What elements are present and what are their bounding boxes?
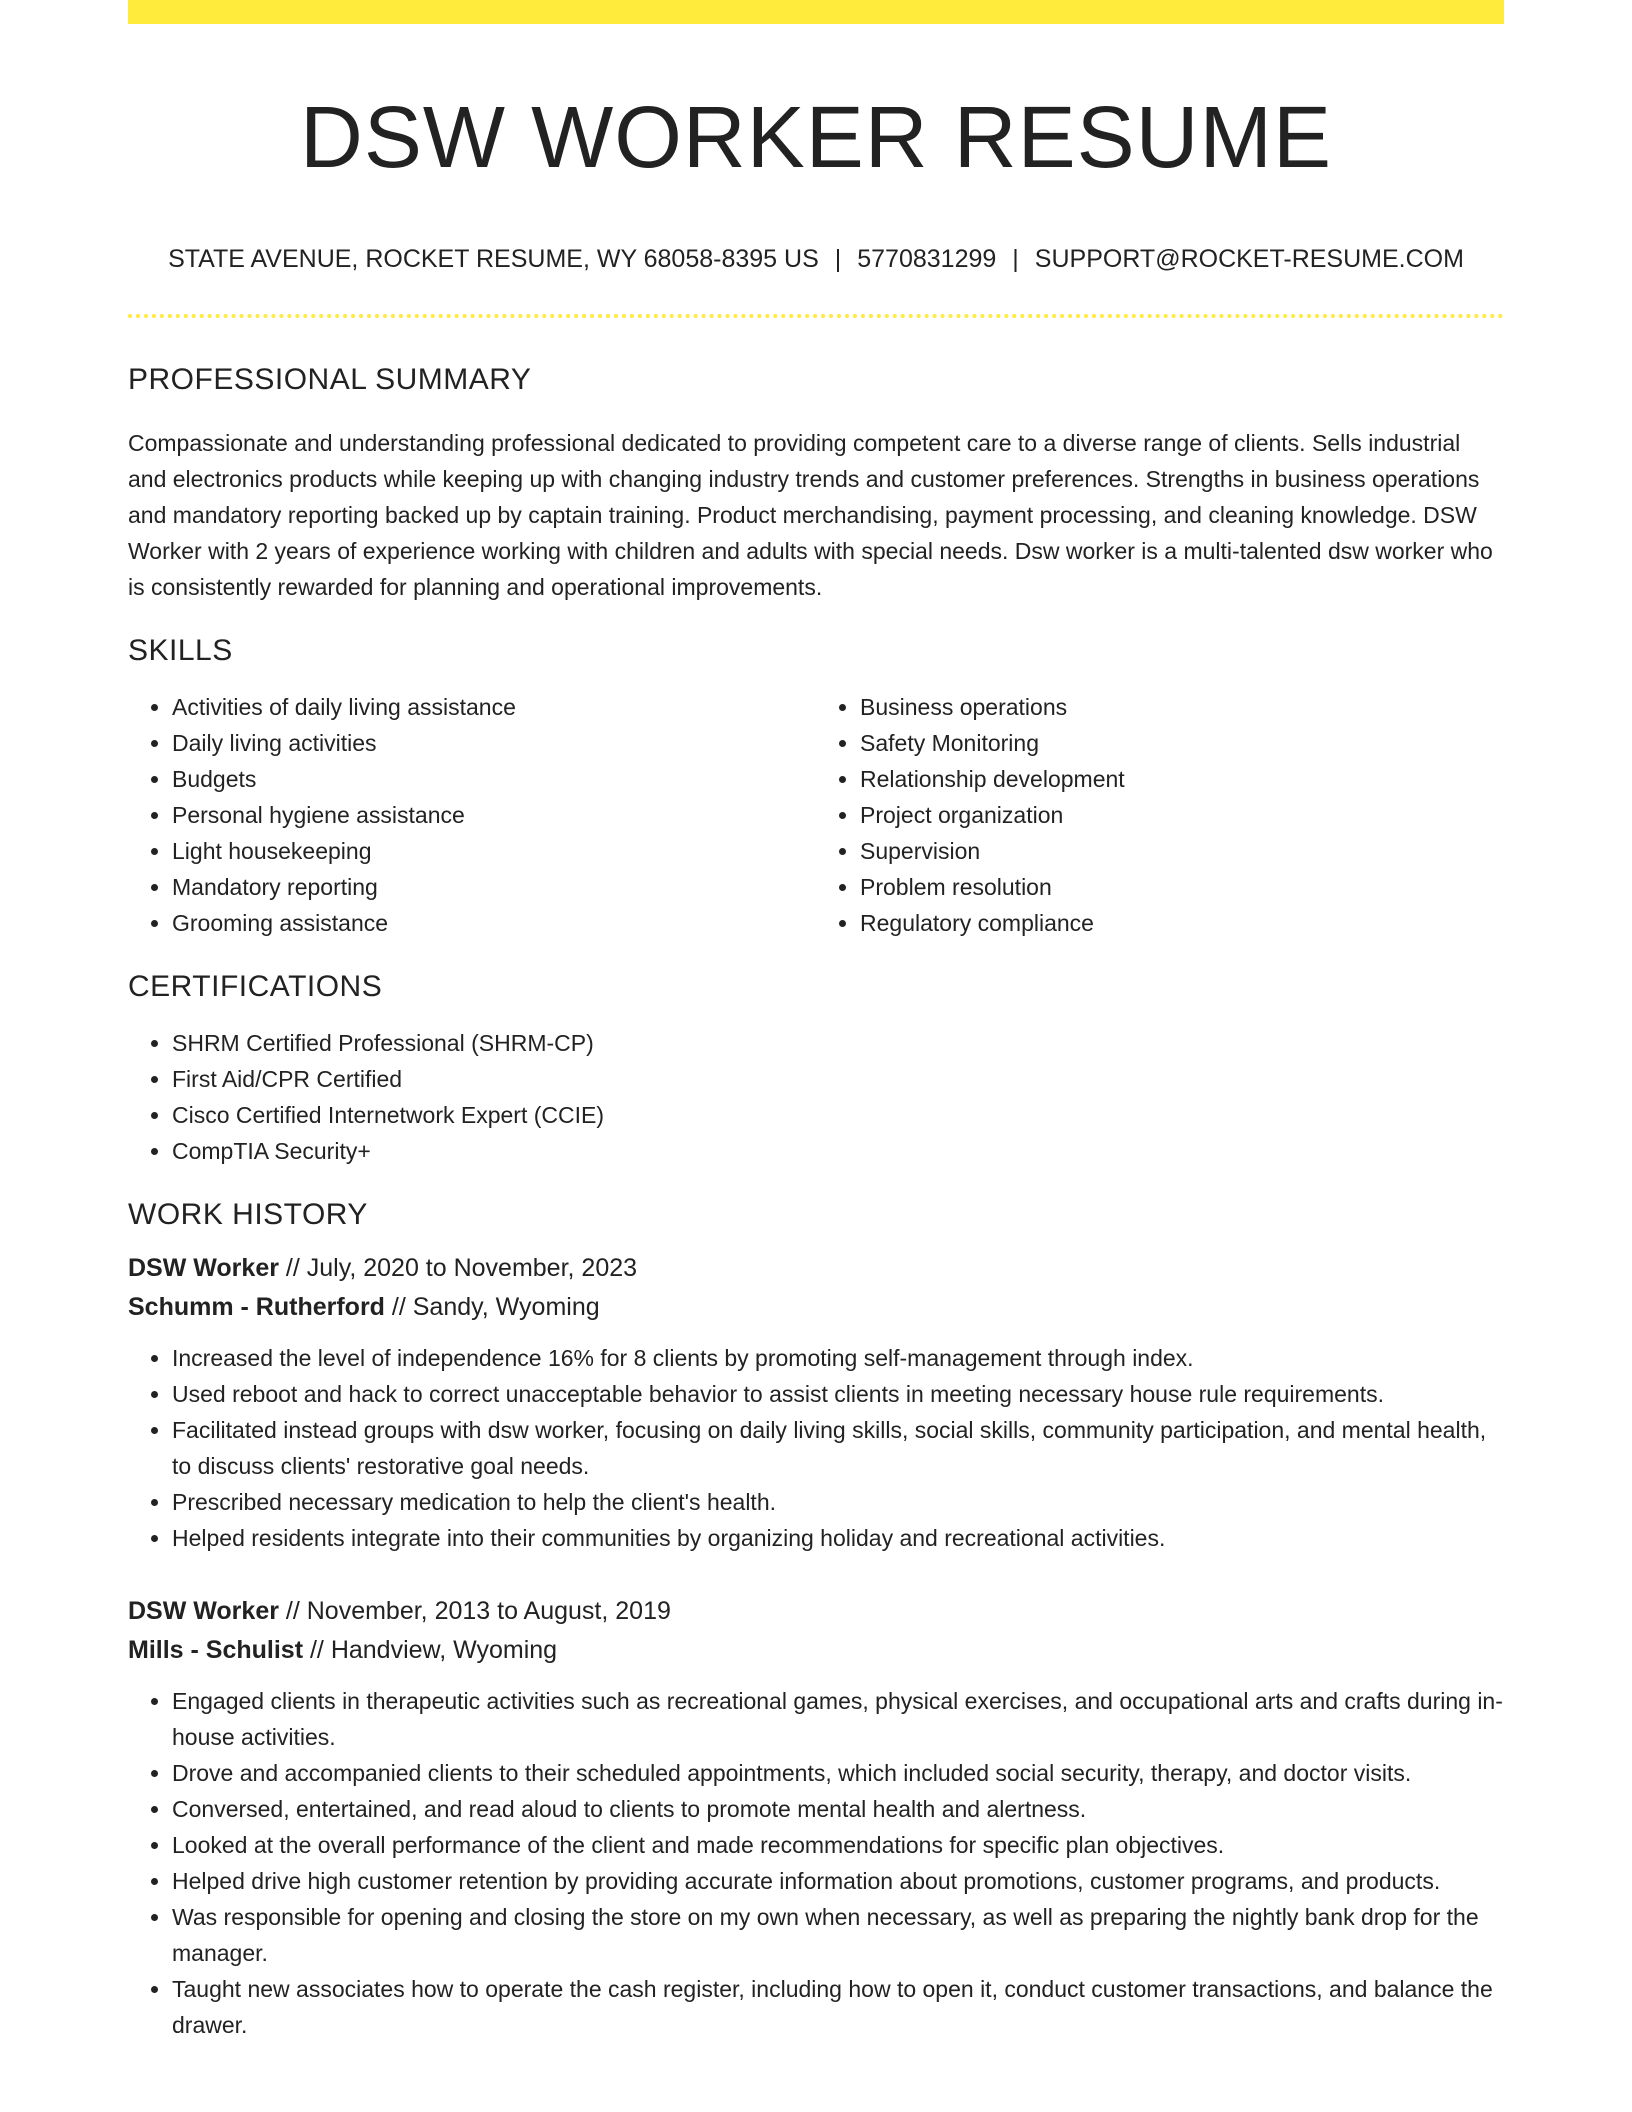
skill-item: • Light housekeeping [172, 833, 816, 869]
job-bullet: • Engaged clients in therapeutic activities such as recreational games, physical exercises, and occupational arts and crafts during in-house activities. [172, 1683, 1504, 1755]
certification-item: • CompTIA Security+ [172, 1133, 1504, 1169]
skill-item: • Problem resolution [860, 869, 1504, 905]
skill-item: • Relationship development [860, 761, 1504, 797]
contact-phone: 5770831299 [857, 245, 997, 274]
certifications-heading: CERTIFICATIONS [128, 970, 383, 1004]
job-bullet: • Helped residents integrate into their communities by organizing holiday and recreational activities. [172, 1520, 1504, 1556]
job-bullet: • Helped drive high customer retention by providing accurate information about promotions, customer programs, and products. [172, 1863, 1504, 1899]
skill-item: • Safety Monitoring [860, 725, 1504, 761]
job-bullet: • Facilitated instead groups with dsw worker, focusing on daily living skills, social skills, community participation, and mental health, to discuss clients' restorative goal needs. [172, 1412, 1504, 1484]
job-role: DSW Worker [128, 1254, 279, 1283]
contact-email: SUPPORT@ROCKET-RESUME.COM [1034, 245, 1464, 274]
job-role: DSW Worker [128, 1597, 279, 1626]
skills-list-right [816, 689, 1504, 941]
job-dates: // July, 2020 to November, 2023 [278, 1254, 638, 1283]
certification-item: • Cisco Certified Internetwork Expert (CCIE) [172, 1097, 1504, 1133]
work-history-heading: WORK HISTORY [128, 1198, 368, 1232]
contact-separator: | [834, 245, 842, 274]
job-company: Schumm - Rutherford [128, 1293, 385, 1322]
skills-grid [128, 689, 1504, 941]
accent-bar [128, 0, 1504, 24]
job-bullets [128, 1340, 1504, 1556]
skill-item: • Supervision [860, 833, 1504, 869]
resume-title: DSW WORKER RESUME [299, 89, 1333, 186]
job-entry [128, 1249, 1504, 1556]
job-location: // Handview, Wyoming [303, 1636, 558, 1665]
skill-item: • Grooming assistance [172, 905, 816, 941]
job-bullet: • Drove and accompanied clients to their scheduled appointments, which included social security, therapy, and doctor visits. [172, 1755, 1504, 1791]
skills-list-left [128, 689, 816, 941]
resume-page [128, 0, 1504, 2043]
job-bullet: • Looked at the overall performance of the client and made recommendations for specific plan objectives. [172, 1827, 1504, 1863]
job-company-line [128, 1288, 1504, 1327]
skill-item: • Personal hygiene assistance [172, 797, 816, 833]
skill-item: • Project organization [860, 797, 1504, 833]
skill-item: • Budgets [172, 761, 816, 797]
contact-address: STATE AVENUE, ROCKET RESUME, WY 68058-8395 US [168, 245, 819, 274]
job-company: Mills - Schulist [128, 1636, 304, 1665]
job-location: // Sandy, Wyoming [384, 1293, 600, 1322]
job-bullet: • Taught new associates how to operate the cash register, including how to open it, conduct customer transactions, and balance the drawer. [172, 1971, 1504, 2043]
contact-separator: | [1012, 245, 1019, 274]
job-dates: // November, 2013 to August, 2019 [278, 1597, 671, 1626]
job-role-line [128, 1592, 1504, 1631]
skill-item: • Daily living activities [172, 725, 816, 761]
job-bullet: • Conversed, entertained, and read aloud to clients to promote mental health and alertness. [172, 1791, 1504, 1827]
summary-heading: PROFESSIONAL SUMMARY [128, 363, 532, 397]
skill-item: • Activities of daily living assistance [172, 689, 816, 725]
contact-line [128, 244, 1504, 274]
certification-item: • First Aid/CPR Certified [172, 1061, 1504, 1097]
skill-item: • Regulatory compliance [860, 905, 1504, 941]
skills-heading: SKILLS [128, 634, 233, 668]
certification-item: • SHRM Certified Professional (SHRM-CP) [172, 1025, 1504, 1061]
skill-item: • Mandatory reporting [172, 869, 816, 905]
certifications-list [128, 1025, 1504, 1169]
job-role-line [128, 1249, 1504, 1288]
dotted-divider [128, 314, 1504, 318]
job-company-line [128, 1631, 1504, 1670]
job-bullet: • Was responsible for opening and closing the store on my own when necessary, as well as preparing the nightly bank drop for the manager. [172, 1899, 1504, 1971]
skill-item: • Business operations [860, 689, 1504, 725]
job-entry [128, 1592, 1504, 2043]
job-bullet: • Prescribed necessary medication to help the client's health. [172, 1484, 1504, 1520]
job-bullet: • Used reboot and hack to correct unacceptable behavior to assist clients in meeting necessary house rule requirements. [172, 1376, 1504, 1412]
summary-text: Compassionate and understanding professional dedicated to providing competent care to a diverse range of clients. Sells industrial and electronics products while keeping up with changing industry trends and customer preferences. Strengths in business operations and mandatory reporting backed up by captain training. Product merchandising, payment processing, and cleaning knowledge. DSW Worker with 2 years of experience working with children and adults with special needs. Dsw worker is a multi-talented dsw worker who is consistently rewarded for planning and operational improvements. [128, 430, 1493, 601]
job-bullet: • Increased the level of independence 16% for 8 clients by promoting self-management through index. [172, 1340, 1504, 1376]
job-bullets [128, 1683, 1504, 2043]
